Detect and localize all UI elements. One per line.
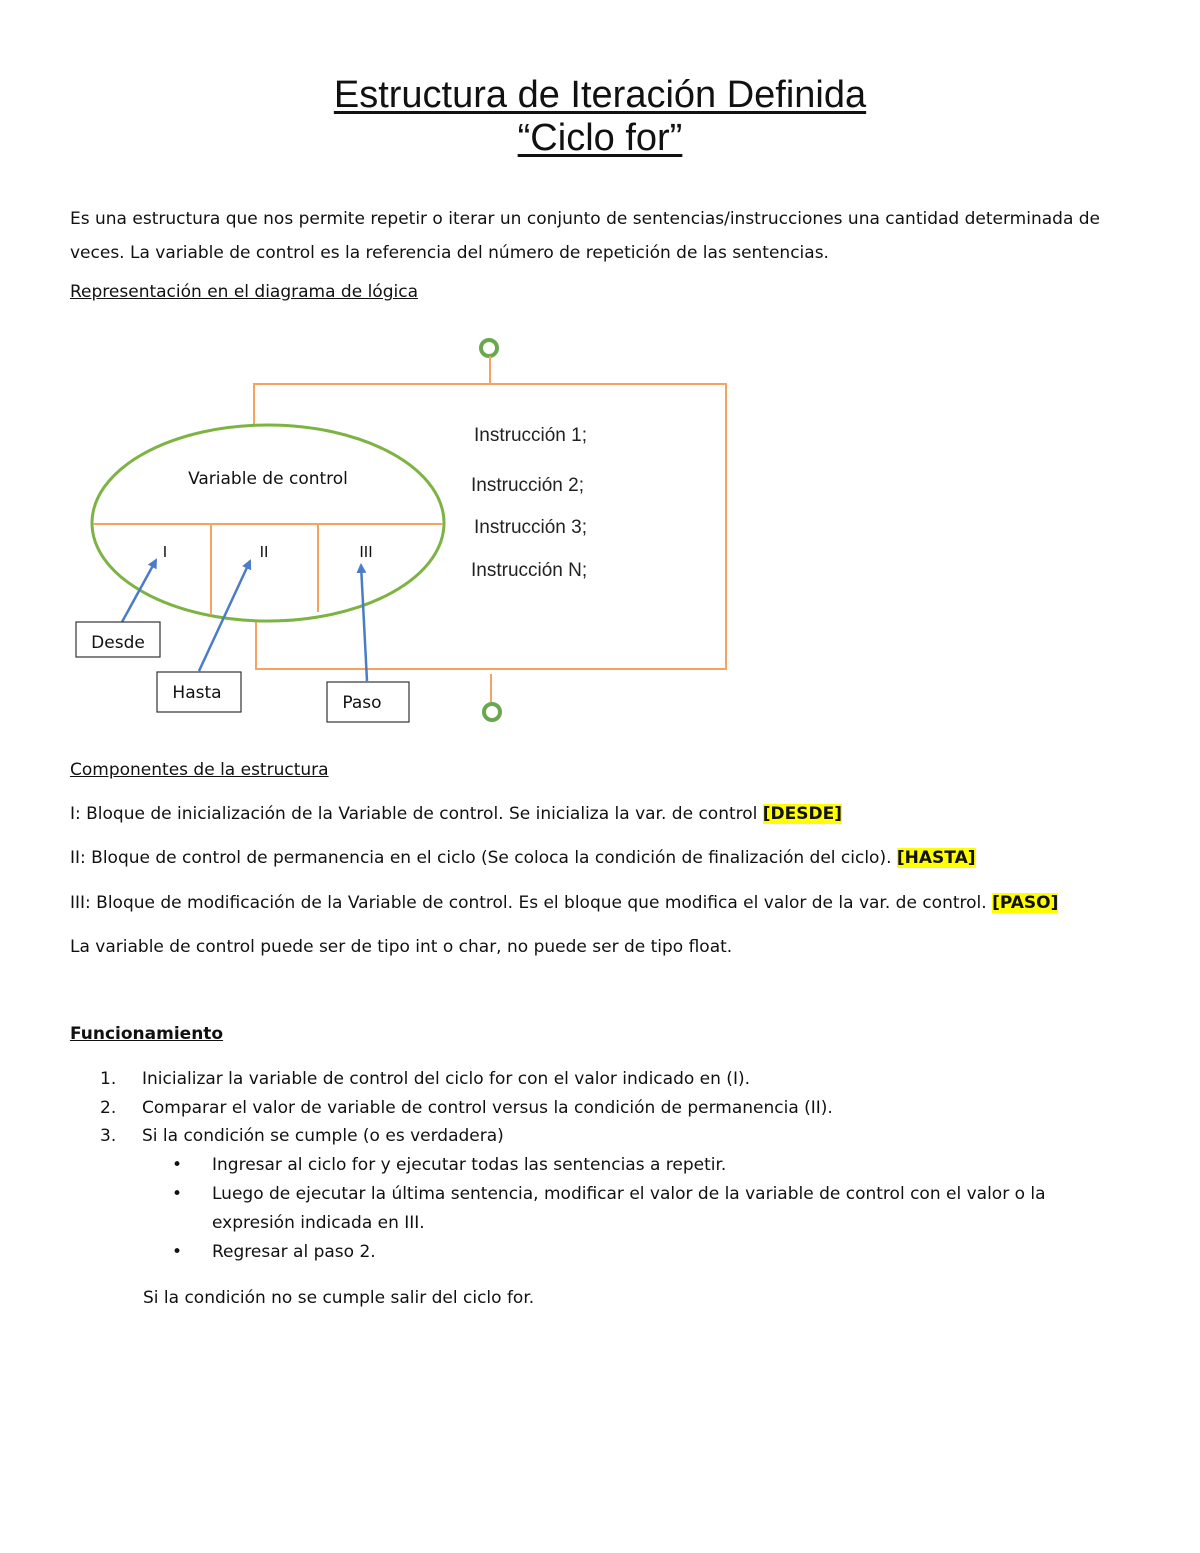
bullet-item [172,1238,1072,1267]
start-connector-icon [481,340,497,356]
instruction-n: Instrucción N; [471,560,588,581]
bullet-item [172,1180,1072,1238]
section-label-i: I [162,543,168,561]
closing-sentence: Si la condición no se cumple salir del ciclo for. [143,1288,535,1308]
instruction-2: Instrucción 2; [471,475,584,496]
variable-control-label: Variable de control [188,469,348,489]
section-label-ii: II [259,543,269,561]
bullet-text: Ingresar al ciclo for y ejecutar todas las sentencias a repetir. [212,1155,727,1175]
bullet-text: Luego de ejecutar la última sentencia, modificar el valor de la variable de control con el valor o la expresión indicada en III. [212,1184,1046,1233]
step-number: 2. [100,1098,117,1118]
callout-desde: Desde [91,633,145,653]
component-note: La variable de control puede ser de tipo int o char, no puede ser de tipo float. [70,937,733,957]
arrow-desde [122,560,156,622]
component-text-iii: III: Bloque de modificación de la Variable de control. Es el bloque que modifica el valor de la var. de control. [70,893,993,913]
step-3 [100,1126,504,1146]
document-title-line2: “Ciclo for” [517,117,683,159]
step-text: Inicializar la variable de control del ciclo for con el valor indicado en (I). [142,1069,750,1089]
component-text-i: I: Bloque de inicialización de la Variable de control. Se inicializa la var. de control [70,804,763,824]
component-item-ii [70,848,976,868]
bullet-dot: • [172,1242,183,1262]
intro-paragraph: Es una estructura que nos permite repetir o iterar un conjunto de sentencias/instrucciones una cantidad determinada de veces. La variable de control es la referencia del número de repetición de las sentencias. [70,209,1101,263]
tag-hasta: [HASTA] [896,848,976,868]
component-item-i [70,804,842,824]
step-text: Si la condición se cumple (o es verdadera) [142,1126,504,1146]
for-loop-diagram [0,330,1200,730]
diagram-heading: Representación en el diagrama de lógica [70,282,418,302]
bullet-dot: • [172,1155,183,1175]
end-connector-icon [484,704,500,720]
funcionamiento-heading: Funcionamiento [70,1024,224,1044]
component-item-iii [70,893,1058,913]
document-title-line1: Estructura de Iteración Definida [333,74,867,116]
step-text: Comparar el valor de variable de control versus la condición de permanencia (II). [142,1098,833,1118]
components-heading: Componentes de la estructura [70,760,329,780]
instruction-1: Instrucción 1; [474,425,587,446]
step-1 [100,1069,750,1089]
bullet-dot: • [172,1184,183,1204]
bullet-text: Regresar al paso 2. [212,1242,376,1262]
component-text-ii: II: Bloque de control de permanencia en el ciclo (Se coloca la condición de finalización del ciclo). [70,848,897,868]
callout-paso: Paso [342,693,382,713]
tag-desde: [DESDE] [762,804,843,824]
arrow-paso [361,565,367,681]
callout-hasta: Hasta [172,683,222,703]
step-2 [100,1098,833,1118]
section-label-iii: III [359,543,373,561]
bullet-item [172,1151,1072,1180]
tag-paso: [PASO] [992,893,1059,913]
step-number: 1. [100,1069,117,1089]
step-number: 3. [100,1126,117,1146]
instruction-3: Instrucción 3; [474,517,587,538]
